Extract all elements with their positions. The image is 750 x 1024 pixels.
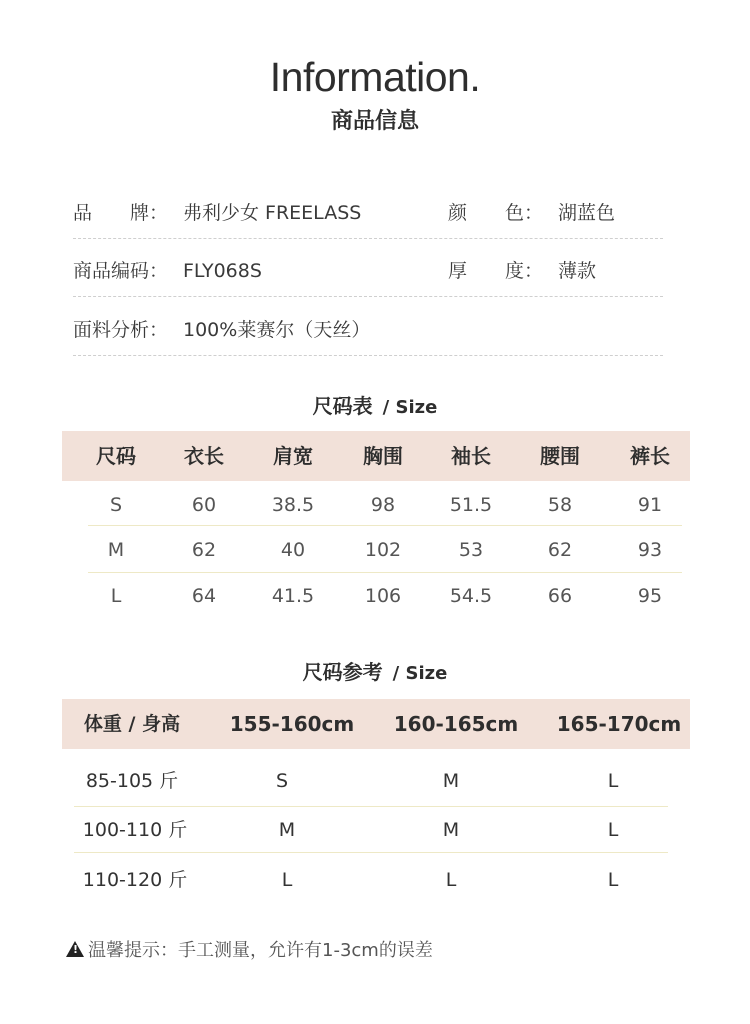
code-value: FLY068S (183, 260, 262, 282)
row-divider (88, 525, 682, 526)
table-cell: S (275, 770, 289, 792)
ref-table-title-en: / Size (392, 663, 448, 684)
table-cell: 54.5 (449, 585, 493, 607)
size-table-title-en: / Size (382, 397, 438, 418)
table-cell: L (607, 869, 619, 891)
table-cell: M (442, 770, 460, 792)
row-divider (74, 806, 668, 807)
table-cell: M (278, 819, 296, 841)
size-table-title (0, 390, 750, 419)
table-cell: L (110, 585, 122, 607)
code-label: 商品编码： (73, 260, 169, 282)
table-cell: M (442, 819, 460, 841)
table-cell: L (445, 869, 457, 891)
table-cell: L (607, 770, 619, 792)
table-cell: 100-110 斤 (82, 819, 188, 841)
table-cell: M (107, 539, 125, 561)
table-cell: 93 (637, 539, 663, 561)
note-text: 温馨提示：手工测量，允许有1-3cm的误差 (88, 940, 433, 961)
size-header-cell: 胸围 (363, 444, 403, 468)
title-chinese: 商品信息 (330, 109, 419, 134)
table-cell: 38.5 (271, 494, 315, 516)
table-cell: 51.5 (449, 494, 493, 516)
row-divider (74, 852, 668, 853)
ref-table-title-cn: 尺码参考 (302, 660, 383, 684)
info-row-fabric (73, 305, 663, 356)
brand-label: 品 牌： (73, 202, 169, 224)
size-header-cell: 袖长 (451, 444, 491, 468)
ref-table-title (0, 656, 750, 685)
ref-table-header (62, 699, 690, 749)
info-row-code (73, 246, 663, 297)
table-cell: 66 (547, 585, 573, 607)
size-header-cell: 衣长 (184, 444, 224, 468)
size-header-cell: 肩宽 (273, 444, 313, 468)
table-row (62, 758, 690, 804)
table-row (62, 808, 690, 852)
table-row (62, 483, 690, 527)
warning-icon: ! (66, 941, 84, 957)
brand-value: 弗利少女 FREELASS (183, 202, 362, 224)
table-cell: 85-105 斤 (85, 770, 179, 792)
info-row-brand (73, 188, 663, 239)
table-row (62, 528, 690, 572)
size-table-header (62, 431, 690, 481)
thickness-value: 薄款 (558, 260, 597, 282)
table-cell: 60 (191, 494, 217, 516)
color-value: 湖蓝色 (558, 202, 616, 224)
size-header-cell: 尺码 (96, 444, 136, 468)
color-label: 颜 色： (448, 202, 544, 224)
fabric-label: 面料分析： (73, 319, 169, 341)
table-cell: S (109, 494, 123, 516)
table-cell: 58 (547, 494, 573, 516)
ref-header-cell: 165-170cm (556, 712, 682, 736)
table-cell: 41.5 (271, 585, 315, 607)
title-english: Information. (269, 54, 481, 100)
measurement-note (66, 936, 433, 962)
fabric-value: 100%莱赛尔（天丝） (183, 319, 371, 341)
row-divider (88, 572, 682, 573)
table-cell: 106 (364, 585, 402, 607)
table-row (62, 574, 690, 618)
table-cell: 53 (458, 539, 484, 561)
table-cell: 64 (191, 585, 217, 607)
table-cell: L (607, 819, 619, 841)
table-cell: 62 (191, 539, 217, 561)
size-table-title-cn: 尺码表 (312, 394, 373, 418)
table-cell: L (281, 869, 293, 891)
table-row (62, 858, 690, 902)
table-cell: 110-120 斤 (82, 869, 188, 891)
table-cell: 102 (364, 539, 402, 561)
ref-header-cell: 160-165cm (393, 712, 519, 736)
size-header-cell: 裤长 (630, 444, 670, 468)
table-cell: 62 (547, 539, 573, 561)
table-cell: 91 (637, 494, 663, 516)
ref-header-cell: 155-160cm (229, 712, 355, 736)
table-cell: 98 (370, 494, 396, 516)
size-header-cell: 腰围 (540, 444, 580, 468)
ref-header-cell: 体重 / 身高 (83, 713, 181, 735)
thickness-label: 厚 度： (448, 260, 544, 282)
table-cell: 40 (280, 539, 306, 561)
table-cell: 95 (637, 585, 663, 607)
